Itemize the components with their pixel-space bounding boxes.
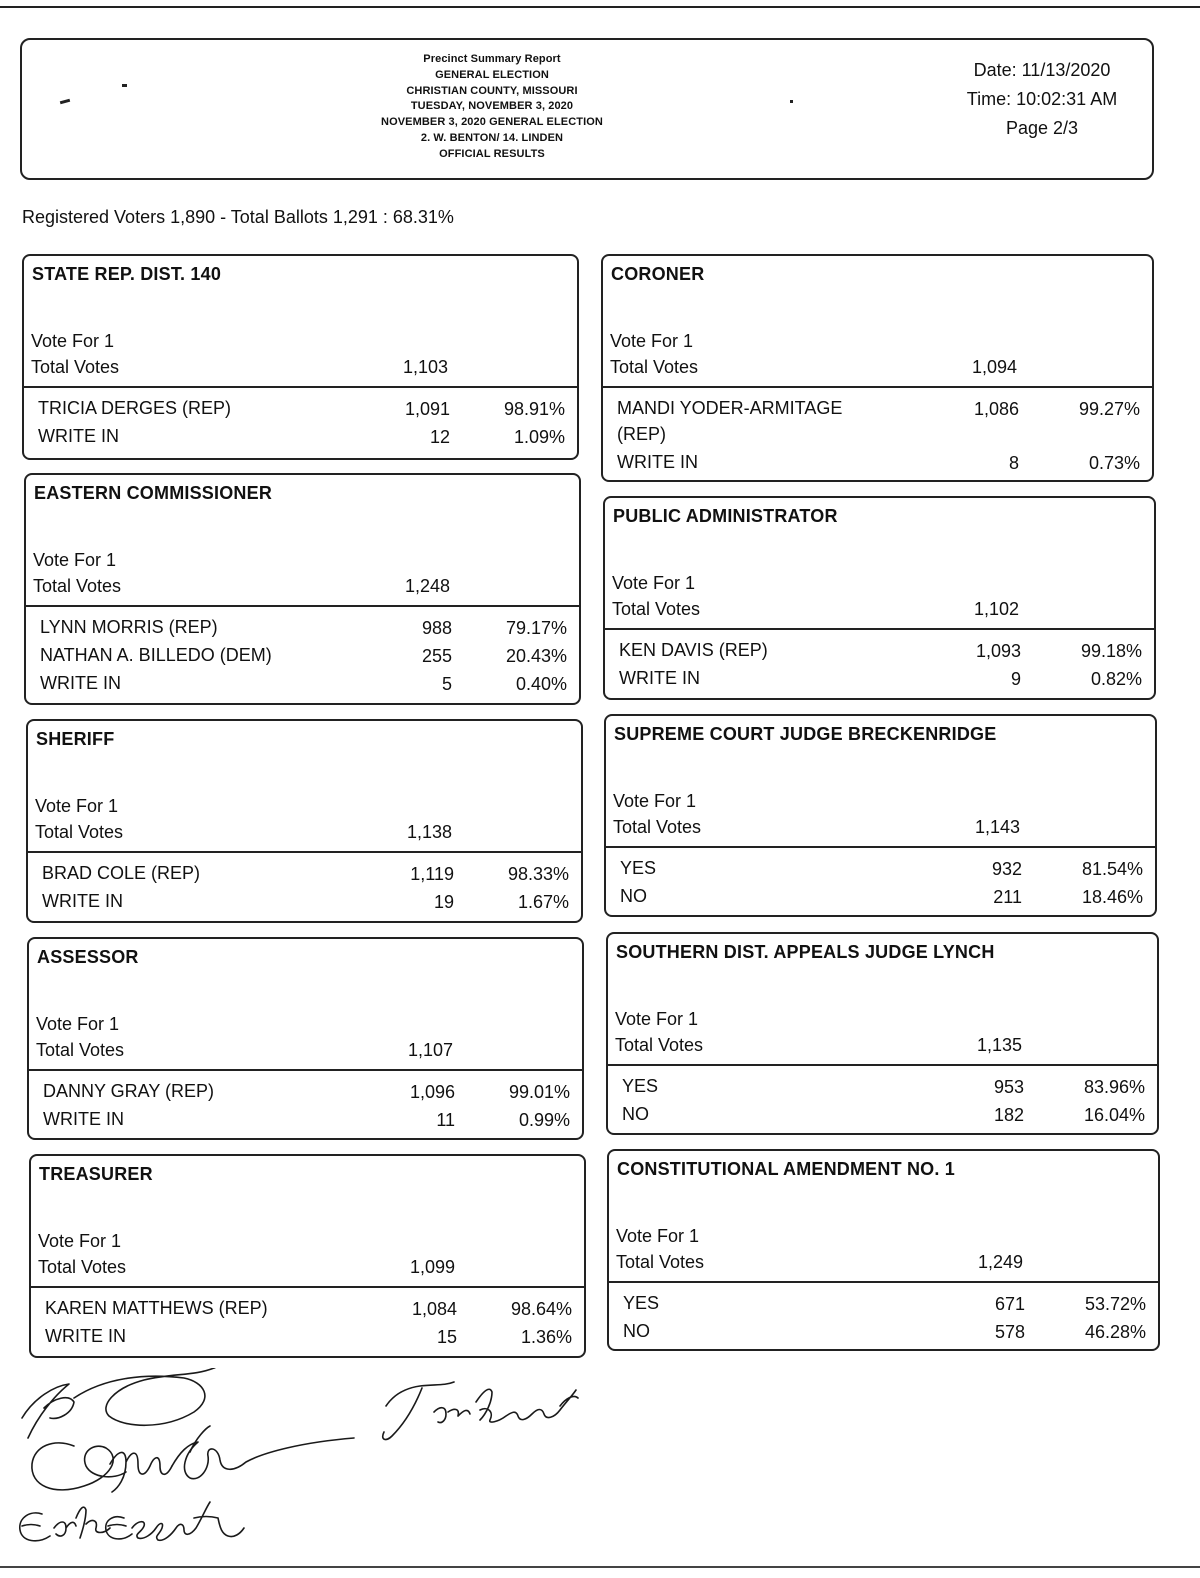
- candidate-name: DANNY GRAY (REP): [43, 1081, 215, 1101]
- total-votes-value: 1,135: [976, 1035, 1022, 1055]
- race-state-rep-dist-140: [22, 254, 579, 460]
- candidate-row: [605, 637, 1154, 665]
- signature-3: [383, 1382, 578, 1439]
- candidate-percent: 99.27%: [1078, 399, 1140, 419]
- candidate-name: WRITE IN: [617, 452, 698, 472]
- page-number: Page 2/3: [1005, 118, 1079, 138]
- candidate-name: YES: [623, 1293, 660, 1313]
- race-title: PUBLIC ADMINISTRATOR: [613, 506, 838, 526]
- divider: [603, 386, 1152, 388]
- candidate-row: [608, 1073, 1157, 1101]
- candidate-percent: 1.36%: [520, 1327, 572, 1347]
- vote-for-label: Vote For 1: [610, 331, 694, 351]
- divider: [608, 1064, 1157, 1066]
- signatures: [14, 1368, 594, 1564]
- total-votes-label: Total Votes: [610, 357, 699, 377]
- candidate-percent: 98.64%: [510, 1299, 572, 1319]
- candidate-row: [31, 1295, 584, 1323]
- race-title: CONSTITUTIONAL AMENDMENT NO. 1: [617, 1159, 955, 1179]
- candidate-row: [606, 855, 1155, 883]
- candidate-row: [29, 1106, 582, 1134]
- candidate-row: [603, 449, 1152, 477]
- candidate-name: MANDI YODER-ARMITAGE (REP): [617, 398, 843, 444]
- total-votes-label: Total Votes: [33, 576, 122, 596]
- vote-for-label: Vote For 1: [36, 1014, 120, 1034]
- candidate-percent: 20.43%: [505, 646, 567, 666]
- race-supreme-court-judge-breckenridge: [604, 714, 1157, 917]
- candidate-name: NATHAN A. BILLEDO (DEM): [40, 645, 272, 665]
- county-name: CHRISTIAN COUNTY, MISSOURI: [406, 84, 578, 97]
- candidate-name: KAREN MATTHEWS (REP): [45, 1298, 268, 1318]
- scan-speck: [60, 99, 70, 104]
- race-title: SHERIFF: [36, 729, 115, 749]
- race-title: TREASURER: [39, 1164, 153, 1184]
- election-name: GENERAL ELECTION: [435, 68, 549, 81]
- total-votes-value: 1,103: [402, 357, 448, 377]
- candidate-name: YES: [622, 1076, 659, 1096]
- candidate-votes: 211: [993, 887, 1022, 907]
- candidate-votes: 1,119: [410, 864, 454, 884]
- vote-for-label: Vote For 1: [613, 791, 697, 811]
- candidate-row: [28, 888, 581, 916]
- candidate-row: [609, 1290, 1158, 1318]
- candidate-percent: 79.17%: [505, 618, 567, 638]
- total-votes-value: 1,249: [977, 1252, 1023, 1272]
- candidate-percent: 0.40%: [515, 674, 567, 694]
- election-date: TUESDAY, NOVEMBER 3, 2020: [410, 100, 574, 113]
- vote-for-label: Vote For 1: [31, 331, 115, 351]
- candidate-votes: 1,086: [973, 399, 1019, 419]
- candidate-votes: 11: [436, 1110, 455, 1130]
- candidate-row: [24, 423, 577, 451]
- candidate-row: [28, 860, 581, 888]
- candidate-row: [603, 395, 1152, 449]
- divider: [29, 1069, 582, 1071]
- total-votes-value: 1,107: [407, 1040, 453, 1060]
- candidate-percent: 18.46%: [1081, 887, 1143, 907]
- race-coroner: [601, 254, 1154, 482]
- signature-4: [20, 1502, 244, 1541]
- candidate-name: WRITE IN: [40, 673, 121, 693]
- candidate-name: TRICIA DERGES (REP): [38, 398, 232, 418]
- candidate-name: NO: [622, 1104, 649, 1124]
- total-votes-value: 1,094: [971, 357, 1017, 377]
- race-title: CORONER: [611, 264, 705, 284]
- vote-for-label: Vote For 1: [615, 1009, 699, 1029]
- candidate-votes: 953: [993, 1077, 1024, 1097]
- report-date: Date: 11/13/2020: [973, 60, 1111, 80]
- total-votes-label: Total Votes: [615, 1035, 704, 1055]
- candidate-percent: 0.82%: [1090, 669, 1142, 689]
- candidate-percent: 1.09%: [513, 427, 565, 447]
- candidate-name: KEN DAVIS (REP): [619, 640, 768, 660]
- candidate-name: WRITE IN: [43, 1109, 124, 1129]
- candidate-name: WRITE IN: [45, 1326, 126, 1346]
- divider: [31, 1286, 584, 1288]
- candidate-row: [609, 1318, 1158, 1346]
- report-time: Time: 10:02:31 AM: [966, 89, 1118, 109]
- candidate-votes: 12: [429, 427, 450, 447]
- divider: [605, 628, 1154, 630]
- top-border-line: [0, 6, 1200, 8]
- report-title-block: [322, 52, 662, 163]
- candidate-name: WRITE IN: [38, 426, 119, 446]
- results-status: OFFICIAL RESULTS: [439, 147, 545, 160]
- total-votes-value: 1,143: [974, 817, 1020, 837]
- vote-for-label: Vote For 1: [616, 1226, 700, 1246]
- race-assessor: [27, 937, 584, 1140]
- report-meta: [942, 56, 1142, 143]
- candidate-percent: 1.67%: [517, 892, 569, 912]
- race-sheriff: [26, 719, 583, 923]
- scan-speck: [122, 84, 127, 87]
- precinct-name: 2. W. BENTON/ 14. LINDEN: [420, 131, 564, 144]
- candidate-votes: 255: [421, 646, 452, 666]
- candidate-row: [24, 395, 577, 423]
- total-votes-label: Total Votes: [616, 1252, 705, 1272]
- race-title: ASSESSOR: [37, 947, 139, 967]
- candidate-row: [26, 670, 579, 698]
- candidate-percent: 53.72%: [1084, 1294, 1146, 1314]
- candidate-percent: 46.28%: [1084, 1322, 1146, 1342]
- candidate-name: WRITE IN: [619, 668, 700, 688]
- race-southern-dist-appeals-judge-lynch: [606, 932, 1159, 1135]
- candidate-votes: 1,093: [975, 641, 1021, 661]
- candidate-name: YES: [620, 858, 657, 878]
- divider: [26, 605, 579, 607]
- report-title: Precinct Summary Report: [423, 53, 561, 65]
- candidate-percent: 99.18%: [1080, 641, 1142, 661]
- candidate-percent: 0.99%: [518, 1110, 570, 1130]
- vote-for-label: Vote For 1: [38, 1231, 122, 1251]
- total-votes-label: Total Votes: [613, 817, 702, 837]
- total-votes-value: 1,138: [406, 822, 452, 842]
- candidate-percent: 98.91%: [503, 399, 565, 419]
- race-eastern-commissioner: [24, 473, 581, 705]
- divider: [24, 386, 577, 388]
- race-public-administrator: [603, 496, 1156, 700]
- race-title: EASTERN COMMISSIONER: [34, 483, 273, 503]
- candidate-row: [608, 1101, 1157, 1129]
- total-votes-label: Total Votes: [36, 1040, 125, 1060]
- report-header: [20, 38, 1154, 180]
- candidate-votes: 988: [421, 618, 452, 638]
- total-votes-value: 1,102: [973, 599, 1019, 619]
- vote-for-label: Vote For 1: [33, 550, 117, 570]
- divider: [28, 851, 581, 853]
- total-votes-label: Total Votes: [35, 822, 124, 842]
- total-votes-label: Total Votes: [38, 1257, 127, 1277]
- total-votes-value: 1,248: [404, 576, 450, 596]
- race-title: STATE REP. DIST. 140: [32, 264, 222, 284]
- candidate-name: LYNN MORRIS (REP): [40, 617, 218, 637]
- candidate-name: BRAD COLE (REP): [42, 863, 201, 883]
- bottom-border-line: [0, 1566, 1200, 1568]
- candidate-votes: 182: [993, 1105, 1024, 1125]
- candidate-votes: 9: [1010, 669, 1021, 689]
- candidate-row: [605, 665, 1154, 693]
- candidate-row: [606, 883, 1155, 911]
- candidate-row: [26, 614, 579, 642]
- total-votes-label: Total Votes: [31, 357, 120, 377]
- candidate-percent: 83.96%: [1083, 1077, 1145, 1097]
- candidate-votes: 578: [994, 1322, 1025, 1342]
- election-title: NOVEMBER 3, 2020 GENERAL ELECTION: [381, 116, 603, 129]
- candidate-percent: 99.01%: [508, 1082, 570, 1102]
- vote-for-label: Vote For 1: [35, 796, 119, 816]
- divider: [609, 1281, 1158, 1283]
- candidate-percent: 98.33%: [507, 864, 569, 884]
- candidate-row: [26, 642, 579, 670]
- candidate-votes: 1,096: [409, 1082, 455, 1102]
- scan-speck: [790, 100, 793, 103]
- race-title: SUPREME COURT JUDGE BRECKENRIDGE: [614, 724, 997, 744]
- divider: [606, 846, 1155, 848]
- race-constitutional-amendment-no-1: [607, 1149, 1160, 1351]
- candidate-percent: 16.04%: [1083, 1105, 1145, 1125]
- candidate-row: [31, 1323, 584, 1351]
- candidate-percent: 81.54%: [1081, 859, 1143, 879]
- candidate-name: WRITE IN: [42, 891, 123, 911]
- vote-for-label: Vote For 1: [612, 573, 696, 593]
- candidate-name: NO: [620, 886, 647, 906]
- candidate-name: NO: [623, 1321, 650, 1341]
- candidate-votes: 1,091: [404, 399, 450, 419]
- total-votes-label: Total Votes: [612, 599, 701, 619]
- candidate-votes: 932: [991, 859, 1022, 879]
- candidate-row: [29, 1078, 582, 1106]
- candidate-votes: 15: [436, 1327, 457, 1347]
- candidate-votes: 671: [994, 1294, 1025, 1314]
- race-treasurer: [29, 1154, 586, 1358]
- candidate-votes: 8: [1008, 453, 1019, 473]
- turnout-summary: Registered Voters 1,890 - Total Ballots 1,291 : 68.31%: [22, 207, 454, 227]
- candidate-percent: 0.73%: [1088, 453, 1140, 473]
- candidate-votes: 5: [441, 674, 452, 694]
- signature-1: [22, 1368, 272, 1438]
- signature-2: [32, 1426, 354, 1492]
- race-title: SOUTHERN DIST. APPEALS JUDGE LYNCH: [616, 942, 995, 962]
- candidate-votes: 19: [433, 892, 454, 912]
- candidate-votes: 1,084: [411, 1299, 457, 1319]
- total-votes-value: 1,099: [409, 1257, 455, 1277]
